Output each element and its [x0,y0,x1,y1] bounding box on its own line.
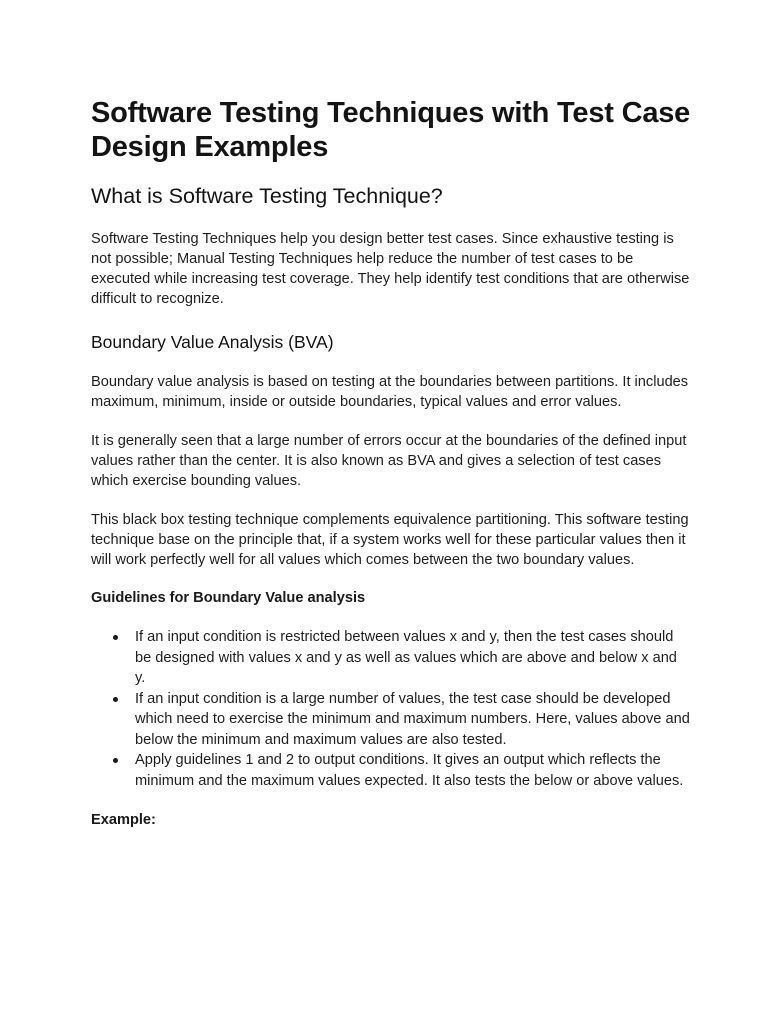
list-item [135,750,691,791]
document-title: Software Testing Techniques with Test Case Design Examples [91,97,691,163]
list-item [135,689,691,751]
list-item-text: Apply guidelines 1 and 2 to output conditions. It gives an output which reflects the minimum and the maximum values expected. It also tests the below or above values. [135,752,684,789]
list-item-text: If an input condition is a large number of values, the test case should be developed which need to exercise the minimum and maximum numbers. Here, values above and below the minimum and maximum values are also tested. [135,690,690,748]
subsection-heading-bva: Boundary Value Analysis (BVA) [91,332,334,352]
intro-paragraph: Software Testing Techniques help you design better test cases. Since exhaustive testing is not possible; Manual Testing Techniques help reduce the number of test cases to be executed while increasing test coverage. They help identify test conditions that are otherwise difficult to recognize. [91,231,690,307]
bva-paragraph-2: It is generally seen that a large number of errors occur at the boundaries of the defined input values rather than the center. It is also known as BVA and gives a selection of test cases which exercise bounding values. [91,433,687,489]
bullet-icon [113,635,118,640]
example-label: Example: [91,812,156,828]
list-item-text: If an input condition is restricted between values x and y, then the test cases should be designed with values x and y as well as values which are above and below x and y. [135,629,677,686]
bva-paragraph-3: This black box testing technique complements equivalence partitioning. This software testing technique base on the principle that, if a system works well for these particular values then it will work perfectly well for all values which comes between the two boundary values. [91,512,689,568]
bullet-icon [113,758,118,763]
bullet-icon [113,697,118,702]
list-item [135,627,691,689]
guidelines-list [91,627,691,791]
document-page [91,96,691,830]
section-heading: What is Software Testing Technique? [91,184,443,208]
guidelines-label: Guidelines for Boundary Value analysis [91,590,366,606]
bva-paragraph-1: Boundary value analysis is based on testing at the boundaries between partitions. It includes maximum, minimum, inside or outside boundaries, typical values and error values. [91,374,689,410]
